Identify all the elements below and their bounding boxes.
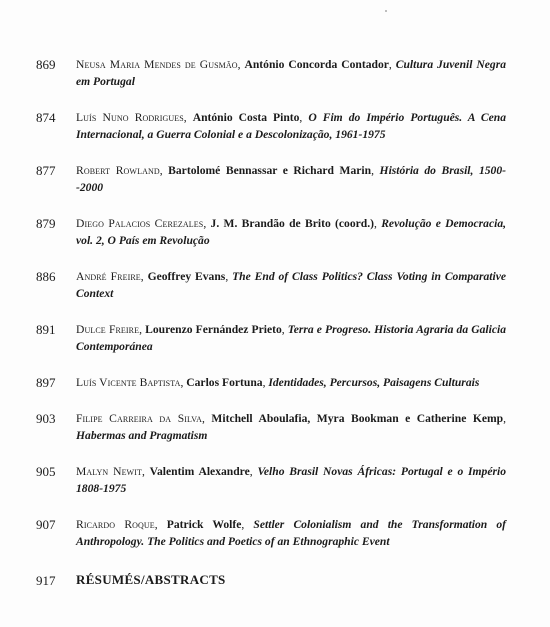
toc-entry bbox=[36, 463, 506, 497]
reviewer-name: Neusa Maria Mendes de Gusmão bbox=[76, 58, 238, 71]
book-author: António Concorda Contador bbox=[244, 58, 389, 71]
reviewer-name: Diego Palacios Cerezales bbox=[76, 217, 204, 230]
entry-text: Diego Palacios Cerezales, J. M. Brandão de Brito (coord.), Revolução e Democracia, vol. 2, O País em Revolução bbox=[76, 217, 507, 247]
entry-text: Malyn Newit, Valentim Alexandre, Velho Brasil Novas Áfricas: Portugal e o Império 1808-1975 bbox=[76, 465, 507, 495]
page-number: 907 bbox=[36, 517, 56, 532]
book-author: António Costa Pinto bbox=[192, 111, 300, 124]
page-number: 877 bbox=[36, 163, 56, 178]
book-author: Mitchell Aboulafia, Myra Bookman e Catherine Kemp bbox=[211, 412, 504, 425]
book-author: Patrick Wolfe bbox=[166, 518, 242, 531]
page-number: 869 bbox=[36, 57, 56, 72]
reviewer-name: Ricardo Roque bbox=[76, 518, 155, 531]
reviewer-name: Filipe Carreira da Silva bbox=[76, 412, 203, 425]
entry-text: Luís Vicente Baptista, Carlos Fortuna, Identidades, Percursos, Paisagens Culturais bbox=[76, 376, 480, 389]
toc-entry-abstracts bbox=[36, 572, 506, 589]
book-title: Cultura Juvenil Negra em Portugal bbox=[76, 58, 507, 88]
book-author: J. M. Brandão de Brito (coord.) bbox=[210, 217, 374, 230]
page-number: 891 bbox=[36, 322, 56, 337]
page-number: 897 bbox=[36, 375, 56, 390]
reviewer-name: Dulce Freire bbox=[76, 323, 140, 336]
review-list bbox=[36, 56, 506, 550]
toc-entry bbox=[36, 268, 506, 302]
reviewer-name: Robert Rowland bbox=[76, 164, 160, 177]
toc-entry bbox=[36, 410, 506, 444]
book-author: Geoffrey Evans bbox=[147, 270, 226, 283]
page-number: 917 bbox=[36, 573, 56, 588]
section-title: RÉSUMÉS/ABSTRACTS bbox=[76, 572, 226, 587]
entry-text: Neusa Maria Mendes de Gusmão, António Concorda Contador, Cultura Juvenil Negra em Portugal bbox=[76, 58, 507, 88]
entry-text: André Freire, Geoffrey Evans, The End of Class Politics? Class Voting in Comparative Context bbox=[76, 270, 506, 300]
toc-entry bbox=[36, 109, 506, 143]
book-title: Revolução e Democracia, vol. 2, O País em Revolução bbox=[76, 217, 507, 247]
entry-text: Luís Nuno Rodrigues, António Costa Pinto, O Fim do Império Português. A Cena Internacional, a Guerra Colonial e a Descolonização, 1961-1975 bbox=[76, 111, 507, 141]
book-author: Carlos Fortuna bbox=[186, 376, 263, 389]
reviewer-name: André Freire bbox=[76, 270, 141, 283]
reviewer-name: Luís Vicente Baptista bbox=[76, 376, 181, 389]
page-number: 886 bbox=[36, 269, 56, 284]
book-title: Settler Colonialism and the Transformation of Anthropology. The Politics and Poetics of an Ethnographic Event bbox=[76, 518, 506, 548]
book-title: Habermas and Pragmatism bbox=[76, 429, 208, 442]
table-of-contents bbox=[36, 56, 506, 589]
book-author: Valentim Alexandre bbox=[149, 465, 250, 478]
entry-text: Robert Rowland, Bartolomé Bennassar e Richard Marin, História do Brasil, 1500--2000 bbox=[76, 164, 507, 194]
reviewer-name: Malyn Newit bbox=[76, 465, 142, 478]
entry-text: Dulce Freire, Lourenzo Fernández Prieto, Terra e Progreso. Historia Agraria da Galicia Contemporánea bbox=[76, 323, 507, 353]
toc-entry bbox=[36, 162, 506, 196]
entry-text: Ricardo Roque, Patrick Wolfe, Settler Colonialism and the Transformation of Anthropology. The Politics and Poetics of an Ethnographic Event bbox=[76, 518, 506, 548]
reviewer-name: Luís Nuno Rodrigues bbox=[76, 111, 184, 124]
page-number: 874 bbox=[36, 110, 56, 125]
book-title: O Fim do Império Português. A Cena Internacional, a Guerra Colonial e a Descolonização, 1961-1975 bbox=[76, 111, 507, 141]
book-title: Terra e Progreso. Historia Agraria da Galicia Contemporánea bbox=[76, 323, 507, 353]
book-title: Identidades, Percursos, Paisagens Culturais bbox=[268, 376, 480, 389]
speck bbox=[385, 10, 387, 12]
book-title: História do Brasil, 1500--2000 bbox=[76, 164, 507, 194]
page-number: 903 bbox=[36, 411, 56, 426]
book-title: Velho Brasil Novas Áfricas: Portugal e o Império 1808-1975 bbox=[76, 465, 507, 495]
book-author: Bartolomé Bennassar e Richard Marin bbox=[168, 164, 372, 177]
toc-entry bbox=[36, 321, 506, 355]
book-author: Lourenzo Fernández Prieto bbox=[145, 323, 282, 336]
entry-text: Filipe Carreira da Silva, Mitchell Aboulafia, Myra Bookman e Catherine Kemp, Habermas and Pragmatism bbox=[76, 412, 506, 442]
toc-entry bbox=[36, 56, 506, 90]
page-number: 879 bbox=[36, 216, 56, 231]
toc-entry bbox=[36, 516, 506, 550]
page-number: 905 bbox=[36, 464, 56, 479]
toc-entry bbox=[36, 374, 506, 391]
book-title: The End of Class Politics? Class Voting in Comparative Context bbox=[76, 270, 506, 300]
toc-entry bbox=[36, 215, 506, 249]
